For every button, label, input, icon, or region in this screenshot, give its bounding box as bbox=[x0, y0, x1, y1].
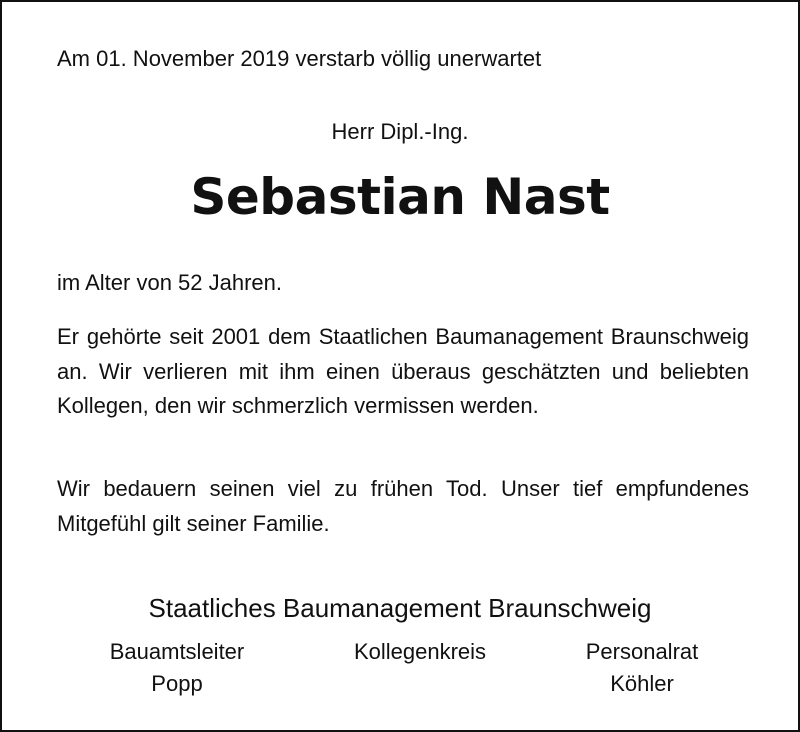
organization-name: Staatliches Baumanagement Braunschweig bbox=[148, 593, 652, 623]
signatory-name: Popp bbox=[151, 671, 203, 696]
deceased-name: Sebastian Nast bbox=[190, 168, 610, 226]
deceased-title: Herr Dipl.-Ing. bbox=[331, 119, 469, 144]
paragraph-career: Er gehörte seit 2001 dem Staatlichen Baumanagement Braunschweig an. Wir verlieren mit ihm einen überaus geschätzten und beliebten Kollegen, den wir schmerzlich vermissen werden. bbox=[57, 324, 749, 418]
paragraph-condolence: Wir bedauern seinen viel zu frühen Tod. Unser tief empfundenes Mitgefühl gilt seiner Familie. bbox=[57, 476, 749, 536]
signatory-role: Kollegenkreis bbox=[353, 639, 487, 664]
signatory-role: Personalrat bbox=[585, 639, 699, 664]
intro-text: Am 01. November 2019 verstarb völlig unerwartet bbox=[57, 46, 542, 71]
signatory-role: Bauamtsleiter bbox=[109, 639, 245, 664]
signatory-name: Köhler bbox=[610, 671, 674, 696]
signatory-kollegenkreis bbox=[310, 636, 530, 668]
age-text: im Alter von 52 Jahren. bbox=[57, 270, 283, 295]
signatory-personalrat bbox=[532, 636, 752, 700]
signatory-bauamtsleiter bbox=[67, 636, 287, 700]
